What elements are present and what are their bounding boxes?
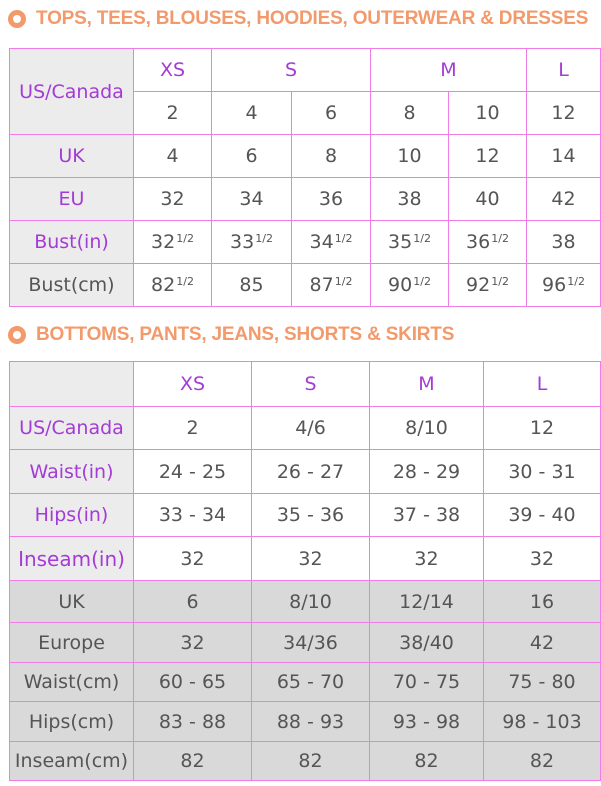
table-cell: 65 - 70 — [252, 663, 370, 702]
table-cell: 6 — [134, 581, 252, 623]
row-label: US/Canada — [10, 407, 134, 450]
tops-section-title — [8, 8, 588, 30]
row-label: Bust(cm) — [10, 264, 134, 307]
table-cell: 12 — [527, 92, 601, 135]
size-header: L — [484, 362, 601, 407]
table-cell: 34/36 — [252, 623, 370, 663]
table-row — [10, 221, 601, 264]
whole-value: 92 — [466, 274, 491, 296]
size-header: XS — [134, 49, 212, 92]
table-cell: 32 — [484, 537, 601, 581]
table-cell: 82 — [134, 742, 252, 781]
table-row — [10, 581, 601, 623]
size-header: L — [527, 49, 601, 92]
table-row — [10, 494, 601, 537]
table-row — [10, 49, 601, 92]
bottoms-section-title — [8, 324, 454, 346]
table-cell: 8 — [371, 92, 449, 135]
table-cell — [371, 264, 449, 307]
whole-value: 33 — [230, 231, 255, 253]
table-cell: 38 — [371, 178, 449, 221]
table-cell: 83 - 88 — [134, 702, 252, 742]
table-cell: 6 — [292, 92, 371, 135]
table-cell: 30 - 31 — [484, 450, 601, 494]
table-cell: 38 — [527, 221, 601, 264]
table-cell: 39 - 40 — [484, 494, 601, 537]
whole-value: 82 — [151, 274, 176, 296]
table-row — [10, 135, 601, 178]
table-row — [10, 450, 601, 494]
table-cell: 24 - 25 — [134, 450, 252, 494]
whole-value: 32 — [151, 231, 176, 253]
bottoms-size-table — [9, 361, 601, 781]
table-cell: 35 - 36 — [252, 494, 370, 537]
table-cell: 4/6 — [252, 407, 370, 450]
fraction: 1/2 — [567, 275, 585, 288]
table-cell: 88 - 93 — [252, 702, 370, 742]
table-cell: 33 - 34 — [134, 494, 252, 537]
row-label: Inseam(in) — [10, 537, 134, 581]
table-cell: 2 — [134, 92, 212, 135]
whole-value: 90 — [388, 274, 413, 296]
tops-size-table — [9, 48, 601, 307]
table-row — [10, 537, 601, 581]
row-label: UK — [10, 581, 134, 623]
row-label: Inseam(cm) — [10, 742, 134, 781]
table-cell — [292, 264, 371, 307]
table-cell: 37 - 38 — [370, 494, 484, 537]
size-header: XS — [134, 362, 252, 407]
table-cell: 12 — [449, 135, 527, 178]
table-cell: 26 - 27 — [252, 450, 370, 494]
fraction: 1/2 — [413, 275, 431, 288]
table-cell: 36 — [292, 178, 371, 221]
table-cell: 32 — [134, 178, 212, 221]
fraction: 1/2 — [491, 232, 509, 245]
table-cell: 10 — [371, 135, 449, 178]
table-row — [10, 742, 601, 781]
row-label: US/Canada — [10, 49, 134, 135]
table-cell: 70 - 75 — [370, 663, 484, 702]
row-label: Bust(in) — [10, 221, 134, 264]
fraction: 1/2 — [413, 232, 431, 245]
table-cell — [134, 221, 212, 264]
row-label: EU — [10, 178, 134, 221]
tops-title-text: TOPS, TEES, BLOUSES, HOODIES, OUTERWEAR & DRESSES — [36, 8, 589, 29]
corner-cell — [10, 362, 134, 407]
table-cell: 85 — [212, 264, 292, 307]
row-label: Hips(cm) — [10, 702, 134, 742]
table-cell: 8 — [292, 135, 371, 178]
table-cell: 32 — [252, 537, 370, 581]
table-cell: 32 — [370, 537, 484, 581]
size-header: S — [252, 362, 370, 407]
table-row — [10, 362, 601, 407]
table-cell: 38/40 — [370, 623, 484, 663]
row-label: UK — [10, 135, 134, 178]
table-cell: 2 — [134, 407, 252, 450]
row-label: Waist(cm) — [10, 663, 134, 702]
fraction: 1/2 — [334, 275, 353, 288]
whole-value: 96 — [542, 274, 567, 296]
table-cell: 82 — [252, 742, 370, 781]
table-cell — [527, 264, 601, 307]
table-cell: 8/10 — [370, 407, 484, 450]
table-row — [10, 663, 601, 702]
table-cell: 34 — [212, 178, 292, 221]
fraction: 1/2 — [255, 232, 273, 245]
table-cell — [371, 221, 449, 264]
size-header: M — [370, 362, 484, 407]
whole-value: 36 — [466, 231, 491, 253]
table-cell: 42 — [527, 178, 601, 221]
table-cell — [449, 221, 527, 264]
table-cell: 12 — [484, 407, 601, 450]
whole-value: 87 — [309, 274, 334, 296]
table-row — [10, 623, 601, 663]
table-cell: 98 - 103 — [484, 702, 601, 742]
size-header: S — [212, 49, 371, 92]
table-cell: 14 — [527, 135, 601, 178]
table-cell: 60 - 65 — [134, 663, 252, 702]
fraction: 1/2 — [334, 232, 353, 245]
table-cell — [212, 221, 292, 264]
table-cell — [292, 221, 371, 264]
table-cell: 42 — [484, 623, 601, 663]
table-row — [10, 178, 601, 221]
table-cell — [449, 264, 527, 307]
table-cell: 12/14 — [370, 581, 484, 623]
table-cell: 10 — [449, 92, 527, 135]
bottoms-title-text: BOTTOMS, PANTS, JEANS, SHORTS & SKIRTS — [36, 324, 455, 345]
row-label: Waist(in) — [10, 450, 134, 494]
whole-value: 35 — [388, 231, 413, 253]
table-cell: 28 - 29 — [370, 450, 484, 494]
fraction: 1/2 — [491, 275, 509, 288]
table-cell: 8/10 — [252, 581, 370, 623]
table-cell: 4 — [134, 135, 212, 178]
circle-bullet-icon — [8, 10, 26, 28]
table-cell: 32 — [134, 537, 252, 581]
row-label: Europe — [10, 623, 134, 663]
size-header: M — [371, 49, 527, 92]
table-cell: 75 - 80 — [484, 663, 601, 702]
table-cell: 82 — [370, 742, 484, 781]
table-cell: 4 — [212, 92, 292, 135]
fraction: 1/2 — [176, 232, 194, 245]
row-label: Hips(in) — [10, 494, 134, 537]
whole-value: 34 — [309, 231, 334, 253]
table-cell: 93 - 98 — [370, 702, 484, 742]
table-row — [10, 702, 601, 742]
table-cell: 6 — [212, 135, 292, 178]
table-cell: 16 — [484, 581, 601, 623]
table-cell: 82 — [484, 742, 601, 781]
table-row — [10, 264, 601, 307]
table-cell — [134, 264, 212, 307]
circle-bullet-icon — [8, 326, 26, 344]
table-row — [10, 407, 601, 450]
fraction: 1/2 — [176, 275, 194, 288]
table-cell: 32 — [134, 623, 252, 663]
table-cell: 40 — [449, 178, 527, 221]
